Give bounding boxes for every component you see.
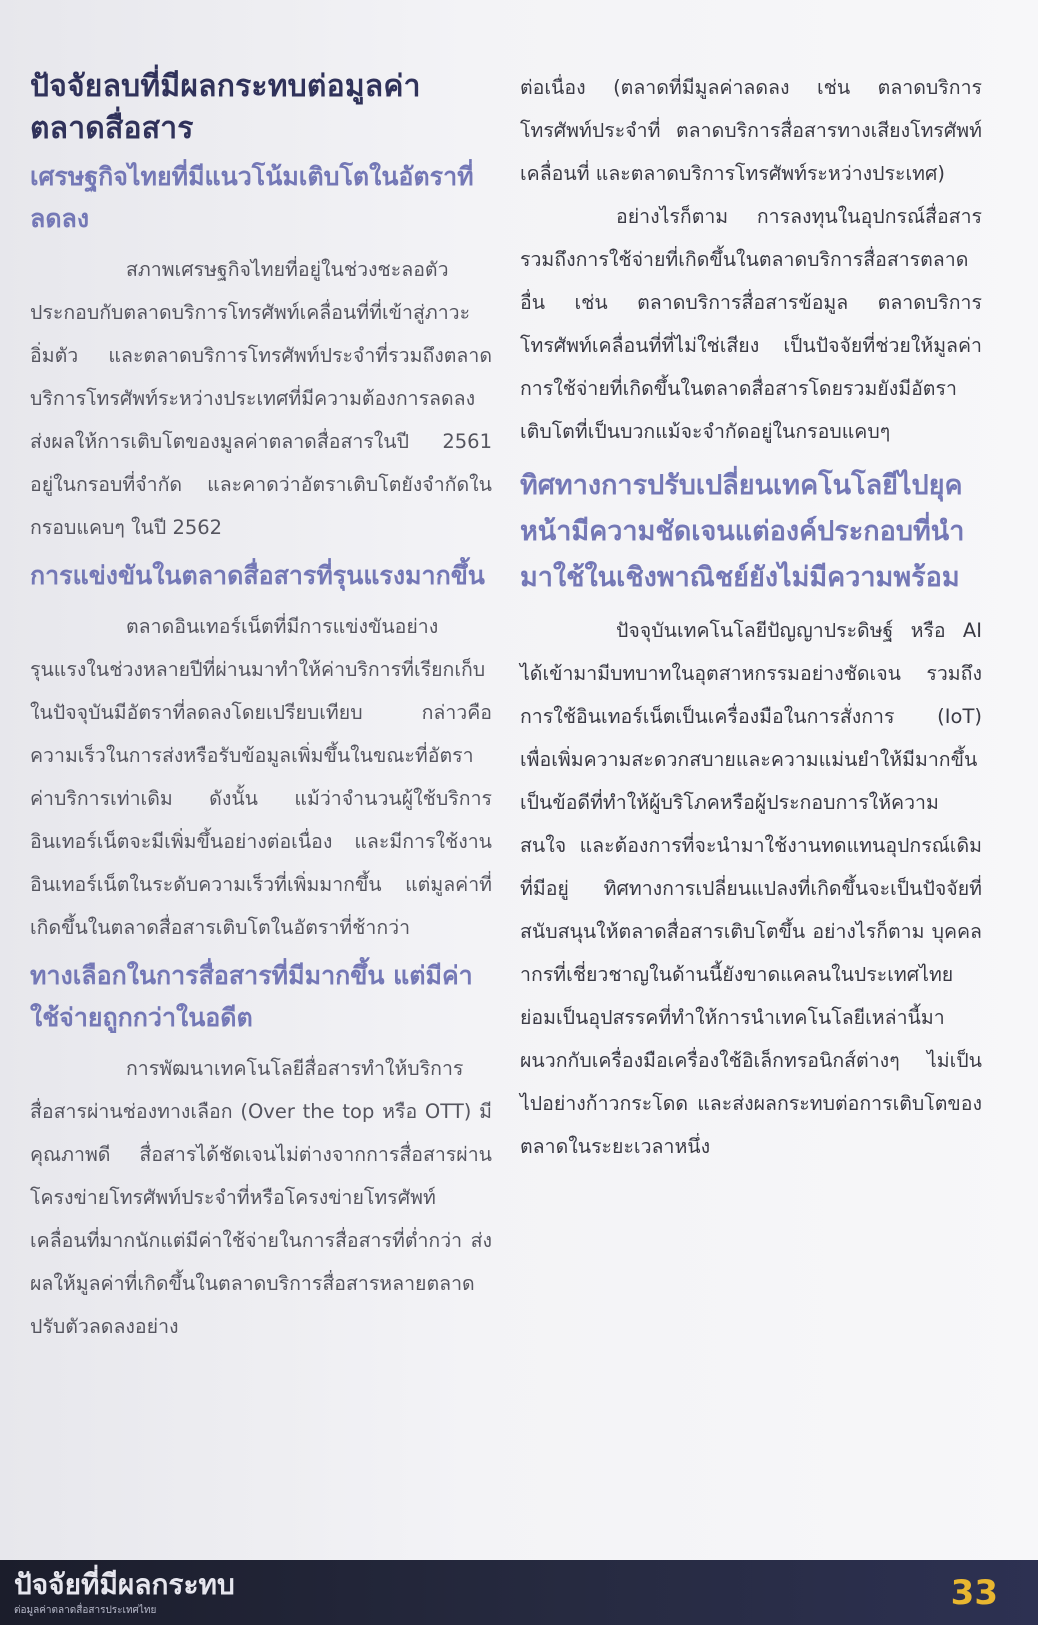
- page-footer: [0, 1560, 1038, 1625]
- section-body-economy: สภาพเศรษฐกิจไทยที่อยู่ในช่วงชะลอตัว ประกอบกับตลาดบริการโทรศัพท์เคลื่อนที่ที่เข้าสู่ภาวะอิ่มตัว และตลาดบริการโทรศัพท์ประจำที่รวมถึงตลาดบริการโทรศัพท์ระหว่างประเทศที่มีความต้องการลดลงส่งผลให้การเติบโตของมูลค่าตลาดสื่อสารในปี 2561 อยู่ในกรอบที่จำกัด และคาดว่าอัตราเติบโตยังจำกัดในกรอบแคบๆ ในปี 2562: [30, 258, 492, 539]
- investment-paragraph: อย่างไรก็ตาม การลงทุนในอุปกรณ์สื่อสารรวมถึงการใช้จ่ายที่เกิดขึ้นในตลาดบริการสื่อสารตลาดอื่น เช่น ตลาดบริการสื่อสารข้อมูล ตลาดบริการโทรศัพท์เคลื่อนที่ที่ไม่ใช่เสียง เป็นปัจจัยที่ช่วยให้มูลค่าการใช้จ่ายที่เกิดขึ้นในตลาดสื่อสารโดยรวมยังมีอัตราเติบโตที่เป็นบวกแม้จะจำกัดอยู่ในกรอบแคบๆ: [520, 205, 982, 443]
- section-body-technology: ปัจจุบันเทคโนโลยีปัญญาประดิษฐ์ หรือ AI ได้เข้ามามีบทบาทในอุตสาหกรรมอย่างชัดเจน รวมถึงการใช้อินเทอร์เน็ตเป็นเครื่องมือในการสั่งการ (IoT) เพื่อเพิ่มความสะดวกสบายและความแม่นยำให้มีมากขึ้น เป็นข้อดีที่ทำให้ผู้บริโภคหรือผู้ประกอบการให้ความสนใจ และต้องการที่จะนำมาใช้งานทดแทนอุปกรณ์เดิมที่มีอยู่ ทิศทางการเปลี่ยนแปลงที่เกิดขึ้นจะเป็นปัจจัยที่สนับสนุนให้ตลาดสื่อสารเติบโตขึ้น อย่างไรก็ตาม บุคคลากรที่เชี่ยวชาญในด้านนี้ยังขาดแคลนในประเทศไทย ย่อมเป็นอุปสรรคที่ทำให้การนำเทคโนโลยีเหล่านี้มาผนวกกับเครื่องมือเครื่องใช้อิเล็กทรอนิกส์ต่างๆ ไม่เป็นไปอย่างก้าวกระโดด และส่งผลกระทบต่อการเติบโตของตลาดในระยะเวลาหนึ่ง: [520, 619, 982, 1158]
- section-body-competition: ตลาดอินเทอร์เน็ตที่มีการแข่งขันอย่างรุนแรงในช่วงหลายปีที่ผ่านมาทำให้ค่าบริการที่เรียกเก็บในปัจจุบันมีอัตราที่ลดลงโดยเปรียบเทียบ กล่าวคือ ความเร็วในการส่งหรือรับข้อมูลเพิ่มขึ้นในขณะที่อัตราค่าบริการเท่าเดิม ดังนั้น แม้ว่าจำนวนผู้ใช้บริการอินเทอร์เน็ตจะมีเพิ่มขึ้นอย่างต่อเนื่อง และมีการใช้งานอินเทอร์เน็ตในระดับความเร็วที่เพิ่มมากขึ้น แต่มูลค่าที่เกิดขึ้นในตลาดสื่อสารเติบโตในอัตราที่ช้ากว่า: [30, 615, 492, 939]
- section-body-alternatives: การพัฒนาเทคโนโลยีสื่อสารทำให้บริการสื่อสารผ่านช่องทางเลือก (Over the top หรือ OTT) มีคุณภาพดี สื่อสารได้ชัดเจนไม่ต่างจากการสื่อสารผ่านโครงข่ายโทรศัพท์ประจำที่หรือโครงข่ายโทรศัพท์เคลื่อนที่มากนักแต่มีค่าใช้จ่ายในการสื่อสารที่ต่ำกว่า ส่งผลให้มูลค่าที่เกิดขึ้นในตลาดบริการสื่อสารหลายตลาดปรับตัวลดลงอย่าง: [30, 1057, 492, 1338]
- section-heading-alternatives: ทางเลือกในการสื่อสารที่มีมากขึ้น แต่มีค่าใช้จ่ายถูกกว่าในอดีต: [30, 961, 473, 1032]
- footer-title: ปัจจัยที่มีผลกระทบ: [14, 1568, 235, 1601]
- page-number: 33: [950, 1573, 998, 1613]
- footer-subtitle: ต่อมูลค่าตลาดสื่อสารประเทศไทย: [14, 1605, 157, 1616]
- section-heading-technology: ทิศทางการปรับเปลี่ยนเทคโนโลยีไปยุคหน้ามีความชัดเจนแต่องค์ประกอบที่นำมาใช้ในเชิงพาณิชย์ยังไม่มีความพร้อม: [520, 470, 965, 593]
- page-title: ปัจจัยลบที่มีผลกระทบต่อมูลค่าตลาดสื่อสาร: [30, 69, 421, 146]
- left-column: [30, 52, 492, 1348]
- continuation-paragraph: ต่อเนื่อง (ตลาดที่มีมูลค่าลดลง เช่น ตลาดบริการโทรศัพท์ประจำที่ ตลาดบริการสื่อสารทางเสียงโทรศัพท์เคลื่อนที่ และตลาดบริการโทรศัพท์ระหว่างประเทศ): [520, 76, 982, 185]
- section-heading-economy: เศรษฐกิจไทยที่มีแนวโน้มเติบโตในอัตราที่ลดลง: [30, 162, 474, 233]
- right-column: [520, 52, 982, 1168]
- section-heading-competition: การแข่งขันในตลาดสื่อสารที่รุนแรงมากขึ้น: [30, 561, 485, 590]
